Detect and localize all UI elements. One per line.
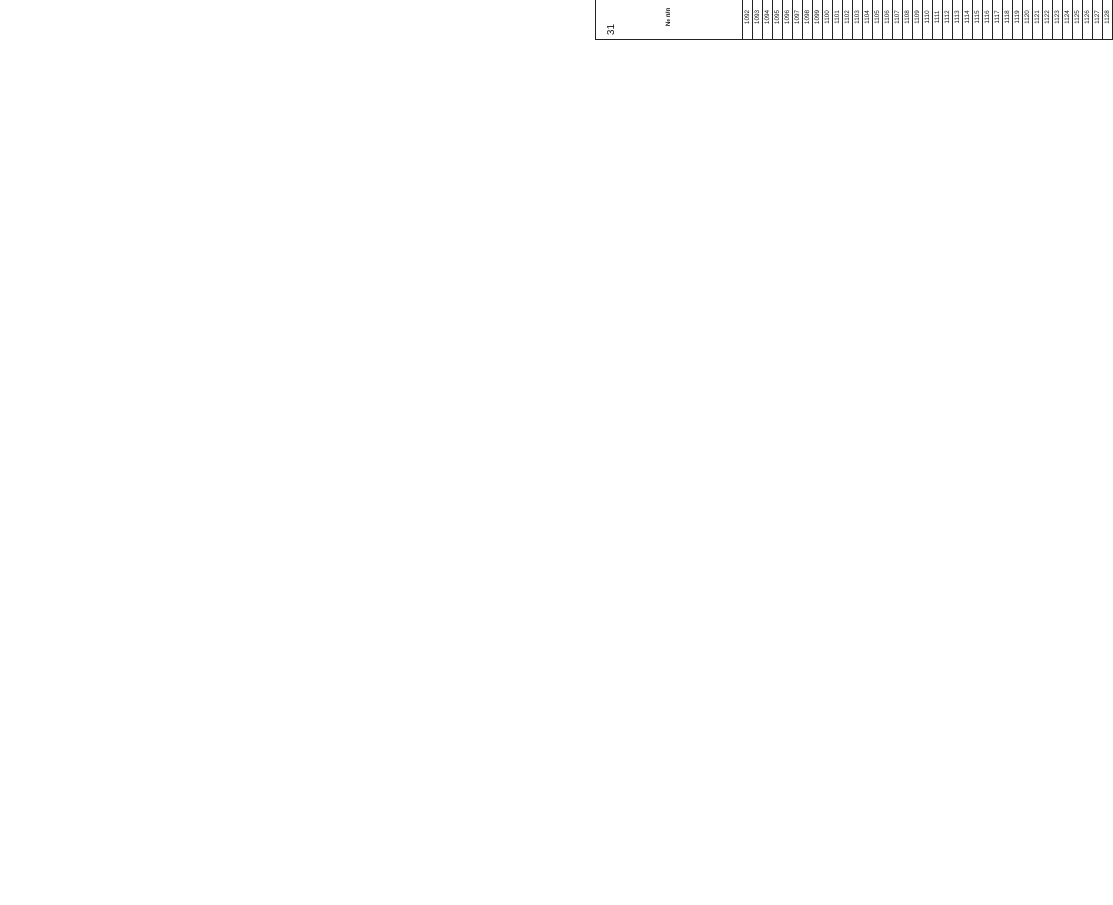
cell-num: 1107 (893, 0, 903, 40)
table-row (1043, 0, 1053, 40)
page-number: 31 (606, 23, 618, 36)
table-row (833, 0, 843, 40)
cell-num: 1110 (923, 0, 933, 40)
cell-num: 1127 (1093, 0, 1103, 40)
cell-num: 1104 (863, 0, 873, 40)
cell-num: 1125 (1073, 0, 1083, 40)
table-row (903, 0, 913, 40)
table-row (753, 0, 763, 40)
cell-num: 1119 (1013, 0, 1023, 40)
table-row (843, 0, 853, 40)
table-row (963, 0, 973, 40)
table-row (853, 0, 863, 40)
header-num: № п/п (596, 0, 743, 40)
rotated-table-container (595, 0, 1111, 40)
cell-num: 1109 (913, 0, 923, 40)
table-row (873, 0, 883, 40)
table-row (743, 0, 753, 40)
cell-num: 1099 (813, 0, 823, 40)
table-row (1033, 0, 1043, 40)
table-row (893, 0, 903, 40)
table-row (1023, 0, 1033, 40)
table-row (923, 0, 933, 40)
cell-num: 1114 (963, 0, 973, 40)
cell-num: 1108 (903, 0, 913, 40)
table-row (803, 0, 813, 40)
table-body (743, 0, 1113, 40)
table-row (943, 0, 953, 40)
cell-num: 1115 (973, 0, 983, 40)
table-row (863, 0, 873, 40)
cell-num: 1117 (993, 0, 1003, 40)
cell-num: 1093 (753, 0, 763, 40)
table-row (823, 0, 833, 40)
cell-num: 1095 (773, 0, 783, 40)
cell-num: 1100 (823, 0, 833, 40)
table-row (1003, 0, 1013, 40)
table-row (773, 0, 783, 40)
table-row (1083, 0, 1093, 40)
cell-num: 1102 (843, 0, 853, 40)
cell-num: 1106 (883, 0, 893, 40)
cell-num: 1128 (1103, 0, 1113, 40)
cell-num: 1122 (1043, 0, 1053, 40)
table-row (793, 0, 803, 40)
cell-num: 1098 (803, 0, 813, 40)
repair-schedule-table (595, 0, 1113, 40)
cell-num: 1116 (983, 0, 993, 40)
table-row (1013, 0, 1023, 40)
cell-num: 1097 (793, 0, 803, 40)
table-row (973, 0, 983, 40)
cell-num: 1124 (1063, 0, 1073, 40)
table-row (993, 0, 1003, 40)
cell-num: 1126 (1083, 0, 1093, 40)
cell-num: 1113 (953, 0, 963, 40)
cell-num: 1101 (833, 0, 843, 40)
cell-num: 1103 (853, 0, 863, 40)
table-row (913, 0, 923, 40)
table-row (953, 0, 963, 40)
cell-num: 1094 (763, 0, 773, 40)
table-row (933, 0, 943, 40)
table-row (1073, 0, 1083, 40)
table-row (983, 0, 993, 40)
table-row (813, 0, 823, 40)
cell-num: 1121 (1033, 0, 1043, 40)
cell-num: 1123 (1053, 0, 1063, 40)
table-row (1063, 0, 1073, 40)
table-row (783, 0, 793, 40)
cell-num: 1120 (1023, 0, 1033, 40)
table-row (1093, 0, 1103, 40)
cell-num: 1112 (943, 0, 953, 40)
cell-num: 1092 (743, 0, 753, 40)
table-row (883, 0, 893, 40)
cell-num: 1118 (1003, 0, 1013, 40)
table-row (1053, 0, 1063, 40)
cell-num: 1105 (873, 0, 883, 40)
table-row (1103, 0, 1113, 40)
cell-num: 1111 (933, 0, 943, 40)
cell-num: 1096 (783, 0, 793, 40)
table-row (763, 0, 773, 40)
